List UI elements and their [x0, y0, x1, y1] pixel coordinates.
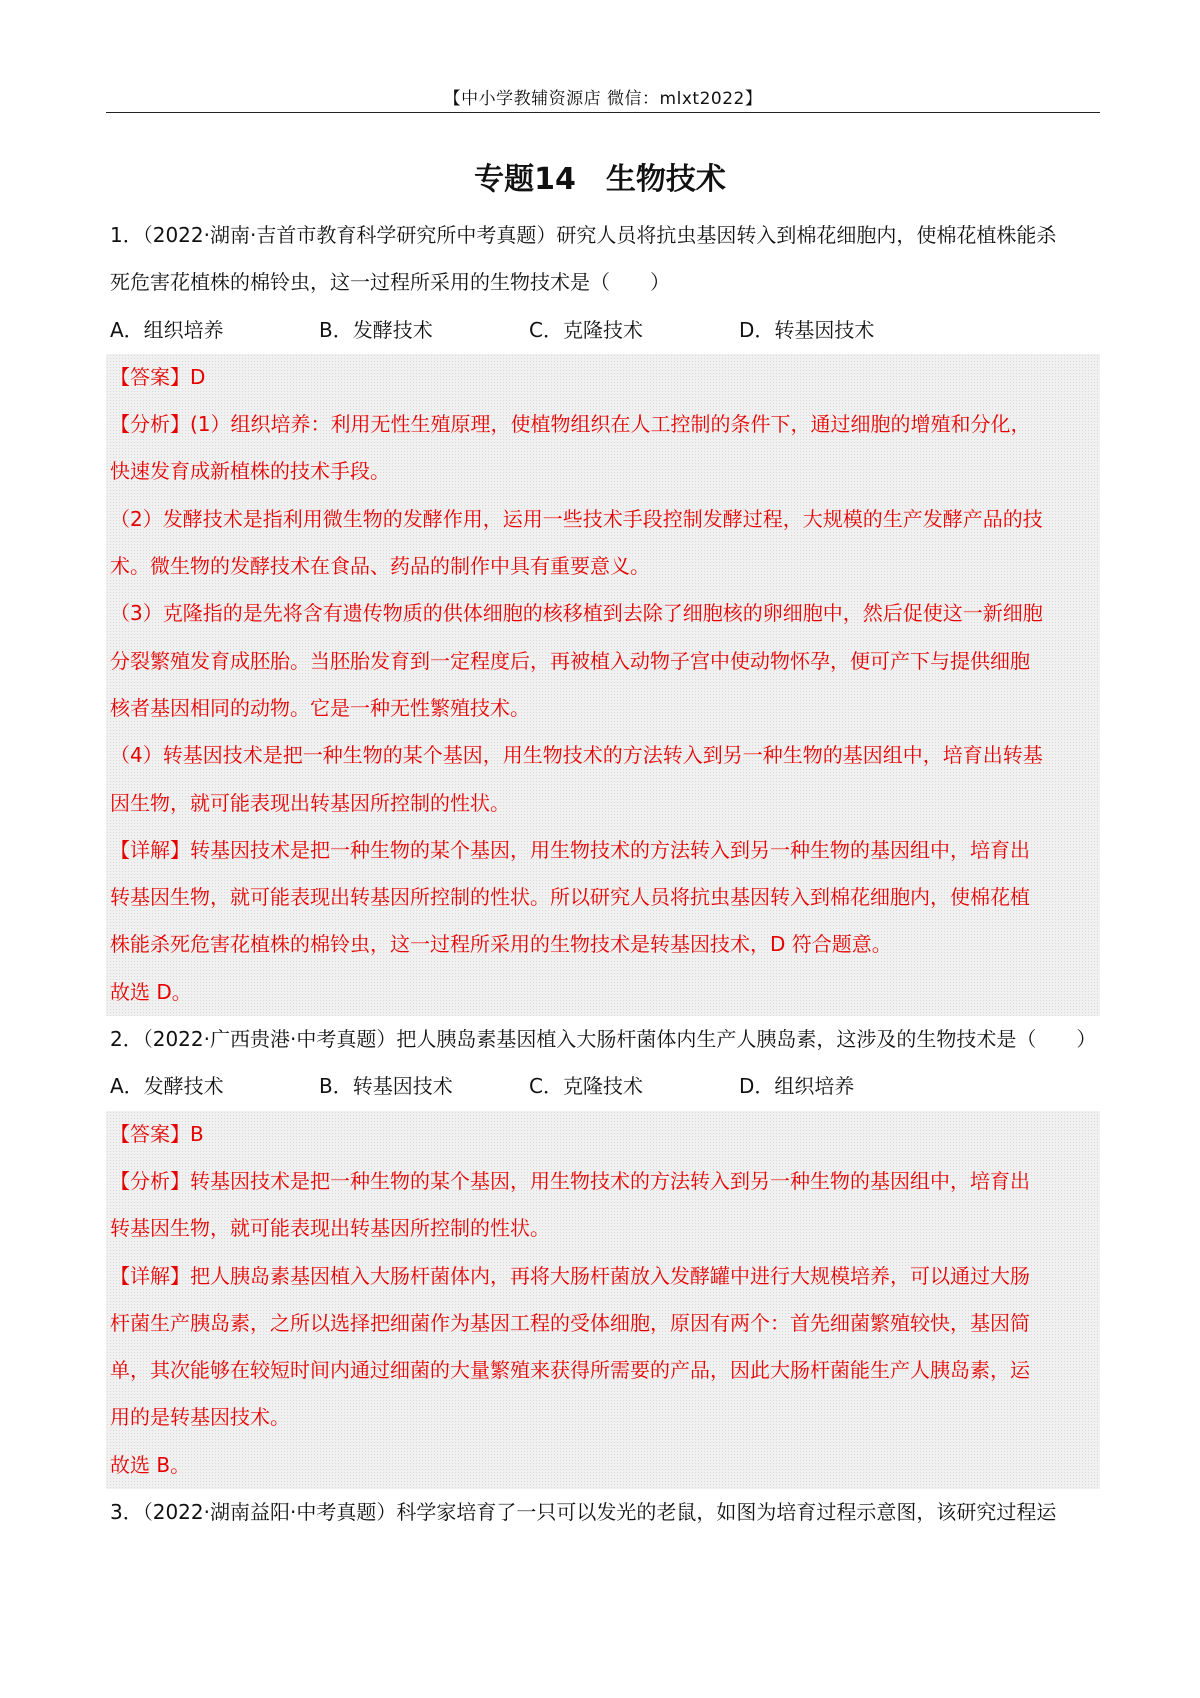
- choice-a: A．组织培养: [110, 317, 224, 342]
- detail-line: 杆菌生产胰岛素，之所以选择把细菌作为基因工程的受体细胞，原因有两个：首先细菌繁殖较快，基因简: [110, 1310, 1030, 1335]
- analysis-line: 转基因生物，就可能表现出转基因所控制的性状。: [110, 1216, 550, 1241]
- question-stem-line: 死危害花植株的棉铃虫，这一过程所采用的生物技术是（ ）: [110, 270, 670, 295]
- answer-line: 【答案】D: [110, 364, 206, 389]
- choice-a: A．发酵技术: [110, 1074, 224, 1099]
- solution-block: [106, 1111, 1100, 1489]
- choice-c: C．克隆技术: [529, 1074, 643, 1099]
- analysis-line: 【分析】(1）组织培养：利用无性生殖原理，使植物组织在人工控制的条件下，通过细胞的增殖和分化，: [110, 412, 1031, 437]
- analysis-line: （2）发酵技术是指利用微生物的发酵作用，运用一些技术手段控制发酵过程，大规模的生产发酵产品的技: [110, 506, 1043, 531]
- detail-line: 株能杀死危害花植株的棉铃虫，这一过程所采用的生物技术是转基因技术，D 符合题意。: [110, 932, 892, 957]
- conclusion-line: 故选 B。: [110, 1452, 191, 1477]
- question-stem-line: 3．（2022·湖南益阳·中考真题）科学家培育了一只可以发光的老鼠，如图为培育过程示意图，该研究过程运: [110, 1500, 1057, 1525]
- detail-line: 转基因生物，就可能表现出转基因所控制的性状。所以研究人员将抗虫基因转入到棉花细胞内，使棉花植: [110, 885, 1030, 910]
- page-title: 专题14 生物技术: [474, 162, 726, 197]
- solution-block: [106, 354, 1100, 1016]
- detail-line: 单，其次能够在较短时间内通过细菌的大量繁殖来获得所需要的产品，因此大肠杆菌能生产人胰岛素，运: [110, 1358, 1030, 1383]
- detail-line: 【详解】把人胰岛素基因植入大肠杆菌体内，再将大肠杆菌放入发酵罐中进行大规模培养，可以通过大肠: [110, 1263, 1030, 1288]
- detail-line: 【详解】转基因技术是把一种生物的某个基因，用生物技术的方法转入到另一种生物的基因组中，培育出: [110, 837, 1030, 862]
- choice-row: [110, 307, 1096, 354]
- conclusion-line: 故选 D。: [110, 979, 192, 1004]
- detail-line: 用的是转基因技术。: [110, 1405, 290, 1430]
- question-1: [110, 212, 1096, 1016]
- page-header: 【中小学教辅资源店 微信：mlxt2022】: [443, 89, 763, 109]
- choice-d: D．组织培养: [739, 1074, 855, 1099]
- analysis-line: 分裂繁殖发育成胚胎。当胚胎发育到一定程度后，再被植入动物子宫中使动物怀孕，便可产下与提供细胞: [110, 648, 1030, 673]
- analysis-line: 快速发育成新植株的技术手段。: [110, 459, 390, 484]
- question-stem-line: 2．（2022·广西贵港·中考真题）把人胰岛素基因植入大肠杆菌体内生产人胰岛素，这涉及的生物技术是（ ）: [110, 1027, 1096, 1052]
- question-stem-line: 1．（2022·湖南·吉首市教育科学研究所中考真题）研究人员将抗虫基因转入到棉花细胞内，使棉花植株能杀: [110, 223, 1057, 247]
- choice-row: [110, 1063, 1096, 1110]
- analysis-line: （4）转基因技术是把一种生物的某个基因，用生物技术的方法转入到另一种生物的基因组中，培育出转基: [110, 743, 1043, 768]
- question-2: [110, 1016, 1096, 1489]
- question-3: [110, 1489, 1096, 1536]
- answer-line: 【答案】B: [110, 1121, 204, 1146]
- choice-b: B．发酵技术: [319, 317, 433, 342]
- analysis-line: 术。微生物的发酵技术在食品、药品的制作中具有重要意义。: [110, 554, 650, 579]
- analysis-line: 因生物，就可能表现出转基因所控制的性状。: [110, 790, 510, 815]
- content-body: [110, 212, 1096, 1536]
- analysis-line: 【分析】转基因技术是把一种生物的某个基因，用生物技术的方法转入到另一种生物的基因组中，培育出: [110, 1168, 1030, 1193]
- choice-b: B．转基因技术: [319, 1074, 453, 1099]
- choice-c: C．克隆技术: [529, 317, 643, 342]
- choice-d: D．转基因技术: [739, 317, 875, 342]
- header-divider: [106, 112, 1100, 113]
- analysis-line: 核者基因相同的动物。它是一种无性繁殖技术。: [110, 695, 530, 720]
- analysis-line: （3）克隆指的是先将含有遗传物质的供体细胞的核移植到去除了细胞核的卵细胞中，然后促使这一新细胞: [110, 601, 1043, 626]
